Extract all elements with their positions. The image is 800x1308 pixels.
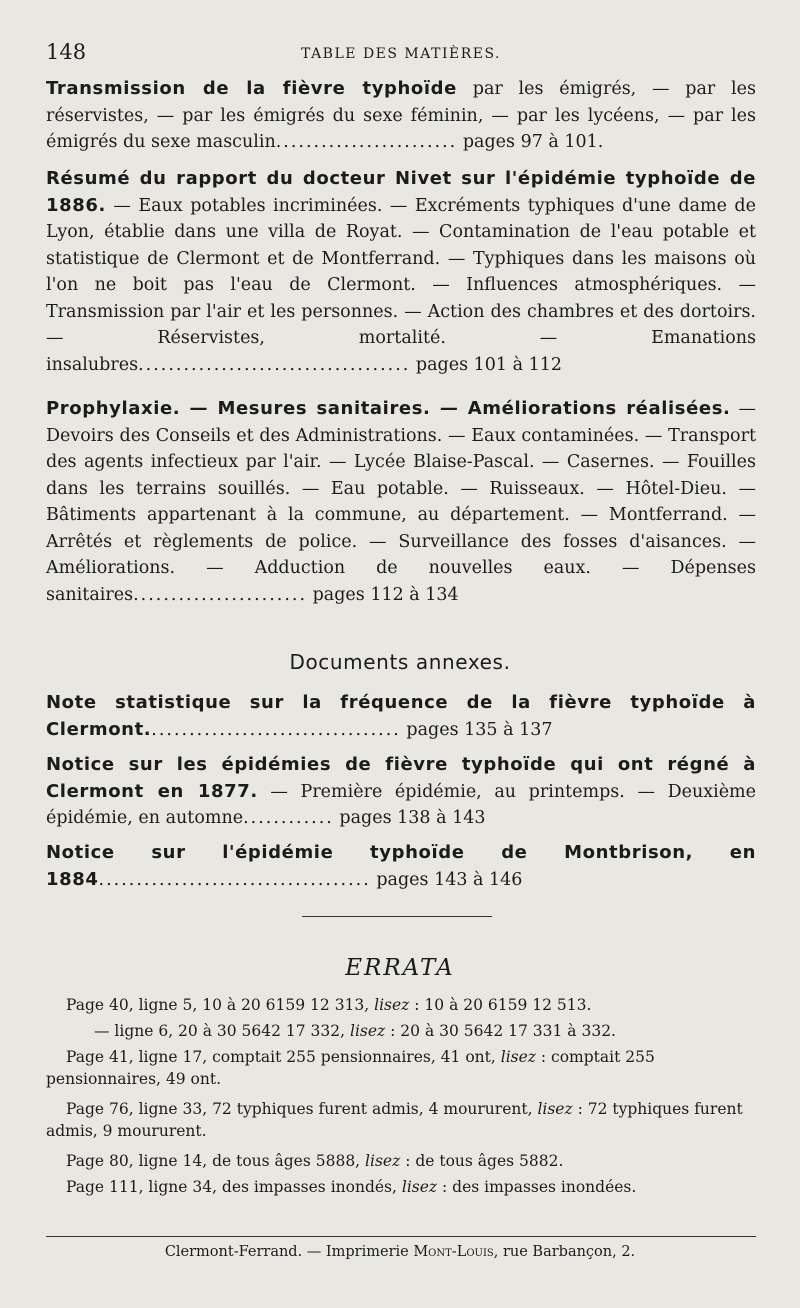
errata-title: ERRATA [345,955,455,981]
errata-item: Page 76, ligne 33, 72 typhiques furent admis, 4 moururent, lisez : 72 typhiques furent admis, 9 moururent. [46,1100,743,1140]
errata-item: Page 80, ligne 14, de tous âges 5888, lisez : de tous âges 5882. [66,1152,564,1170]
page-number: 148 [46,40,87,64]
toc-entry: Résumé du rapport du docteur Nivet sur l'épidémie typhoïde de 1886. — Eaux potables incriminées. — Excréments typhiques d'une dame de Lyon, établie dans une villa de Royat. — Contamination de l'eau potable et statistique de Clermont et de Montferrand. — Typhiques dans les maisons où l'on ne boit pas l'eau de Clermont. — Influences atmosphériques. — Transmission par l'air et les personnes. — Action des chambres et des dortoirs. — Réservistes, mortalité. — Emanations insalubres.................................... pages 101 à 112 [46,168,756,375]
entry-heading: Résumé du rapport du docteur Nivet sur l'épidémie typhoïde de 1886. [46,168,756,216]
entry-pages: pages 97 à 101. [462,132,604,152]
entry-text: par les émigrés, — par les réservistes, — par les émigrés du sexe féminin, — par les lycéens, — par les émigrés du sexe masculin [46,79,756,152]
entry-heading: Note statistique sur la fréquence de la fièvre typhoïde à Clermont. [46,692,756,740]
toc-entry: Prophylaxie. — Mesures sanitaires. — Améliorations réalisées. — Devoirs des Conseils et des Administrations. — Eaux contaminées. — Transport des agents infectieux par l'air. — Lycée Blaise-Pascal. — Casernes. — Fouilles dans les terrains souillés. — Eau potable. — Ruisseaux. — Hôtel-Dieu. — Bâtiments appartenant à la commune, au département. — Montferrand. — Arrêtés et règlements de police. — Surveillance des fosses d'aisances. — Améliorations. — Adduction de nouvelles eaux. — Dépenses sanitaires....................... pages 112 à 134 [46,398,756,605]
toc-entry: Transmission de la fièvre typhoïde par les émigrés, — par les réservistes, — par les émigrés du sexe féminin, — par les lycéens, — par les émigrés du sexe masculin........................ pages 97 à 101. [46,78,756,152]
entry-heading: Prophylaxie. — Mesures sanitaires. — Améliorations réalisées. [46,398,731,419]
entry-text: — Première épidémie, au printemps. — Deuxième épidémie, en automne [46,781,756,828]
entry-heading: Transmission de la fièvre typhoïde [46,78,457,99]
errata-item: Page 41, ligne 17, comptait 255 pensionnaires, 41 ont, lisez : comptait 255 pensionnaires, 49 ont. [46,1048,655,1088]
entry-pages: pages 143 à 146 [376,869,523,890]
annex-entry: Notice sur l'épidémie typhoïde de Montbrison, en 1884.................................... pages 143 à 146 [46,842,756,890]
entry-pages: pages 138 à 143 [339,808,486,828]
entry-pages: pages 135 à 137 [406,719,553,740]
entry-text: — Devoirs des Conseils et des Administrations. — Eaux contaminées. — Transport des agents infectieux par l'air. — Lycée Blaise-Pascal. — Casernes. — Fouilles dans les terrains souillés. — Eau potable. — Ruisseaux. — Hôtel-Dieu. — Bâtiments appartenant à la commune, au département. — Montferrand. — Arrêtés et règlements de police. — Surveillance des fosses d'aisances. — Améliorations. — Adduction de nouvelles eaux. — Dépenses sanitaires [46,399,756,605]
running-title: TABLE DES MATIÈRES. [301,46,501,62]
section-divider [302,916,492,917]
errata-item: Page 111, ligne 34, des impasses inondés, lisez : des impasses inondées. [66,1178,637,1196]
entry-pages: pages 112 à 134 [312,584,459,605]
entry-heading: Notice sur les épidémies de fièvre typhoïde qui ont régné à Clermont en 1877. [46,754,756,802]
annex-heading: Documents annexes. [289,650,511,674]
page-header [46,40,756,70]
printer-imprint: Clermont-Ferrand. — Imprimerie Mont-Louis, rue Barbançon, 2. [164,1244,636,1260]
entry-text: — Eaux potables incriminées. — Excréments typhiques d'une dame de Lyon, établie dans une villa de Royat. — Contamination de l'eau potable et statistique de Clermont et de Montferrand. — Typhiques dans les maisons où l'on ne boit pas l'eau de Clermont. — Influences atmosphériques. — Transmission par l'air et les personnes. — Action des chambres et des dortoirs. — Réservistes, mortalité. — Emanations insalubres [46,195,756,375]
errata-item: — ligne 6, 20 à 30 5642 17 332, lisez : 20 à 30 5642 17 331 à 332. [94,1022,616,1040]
entry-heading: Notice sur l'épidémie typhoïde de Montbrison, en 1884 [46,842,756,890]
entry-pages: pages 101 à 112 [415,354,563,375]
annex-entry: Notice sur les épidémies de fièvre typhoïde qui ont régné à Clermont en 1877. — Première épidémie, au printemps. — Deuxième épidémie, en automne............ pages 138 à 143 [46,754,756,828]
footer-rule [46,1236,756,1237]
errata-item: Page 40, ligne 5, 10 à 20 6159 12 313, lisez : 10 à 20 6159 12 513. [66,996,592,1014]
annex-entry: Note statistique sur la fréquence de la fièvre typhoïde à Clermont.................................. pages 135 à 137 [46,692,756,740]
